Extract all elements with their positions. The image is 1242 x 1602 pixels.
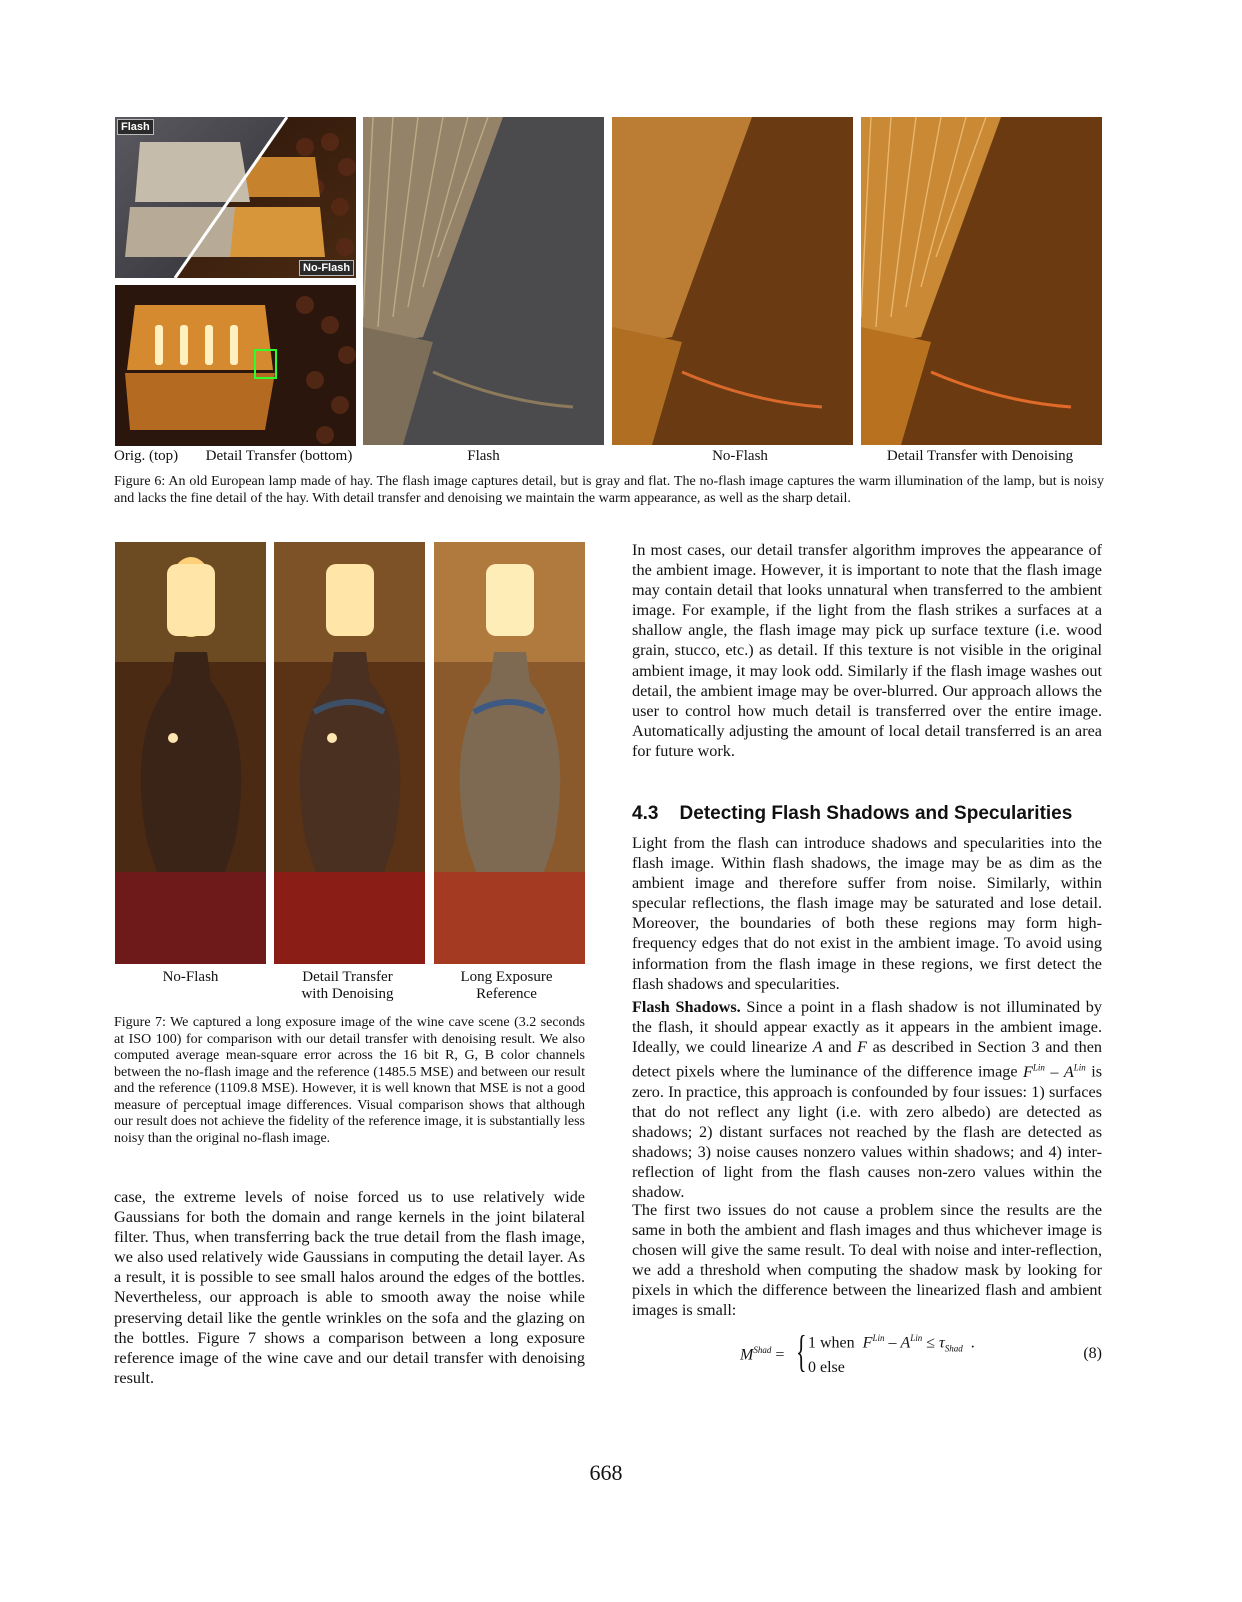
wine-cave-result-illustration — [274, 542, 425, 964]
fig7-label-detail-transfer-line1: Detail Transfer — [302, 969, 393, 985]
label-detail-transfer-denoising: Detail Transfer with Denoising — [886, 448, 1074, 464]
eq-case-2: 0 else — [808, 1359, 845, 1376]
fig6-detail-transfer-denoising-image — [861, 117, 1102, 445]
fig7-label-long-exposure-line2: Reference — [476, 986, 537, 1002]
left-paragraph-text: case, the extreme levels of noise forced us to use relatively wide Gaussians for both the domain and range kernels in the joint bilateral filter. Thus, when transferring back the true detail from the flash image, we also used relatively wide Gaussians in computing the detail layer. As a result, it is possible to see small halos around the edges of the bottles. Nevertheless, our approach is able to smooth away the noise while preserving detail like the gentle wrinkles on the sofa and the glazing on the bottles. Figure 7 shows a comparison between a long exposure reference image of the wine cave and our detail transfer with denoising result. — [114, 1188, 585, 1387]
fig7-label-no-flash: No-Flash — [162, 969, 219, 985]
eq-lhs: $M^{Shad}$ = — [740, 1345, 785, 1364]
label-no-flash: No-Flash — [712, 448, 768, 464]
p3-part-b: as described in Section 3 and then detect pixels where the luminance of the difference image — [632, 1038, 1103, 1081]
p3-var-A: A — [812, 1038, 823, 1057]
eq-brace: { — [796, 1327, 807, 1376]
wine-cave-noflash-illustration — [115, 542, 266, 964]
p3-and: and — [822, 1038, 858, 1057]
no-flash-tag: No-Flash — [299, 260, 354, 276]
right-paragraph-2-text: Light from the flash can introduce shadows and specularities into the flash image. Within flash shadows, the image may be as dim as the ambient image and therefore suffer from noise. Similarly, within specular reflections, the flash image may be saturated and lose detail. Moreover, the boundaries of both these regions may form high-frequency edges that do not exist in the ambient image. To avoid using information from the flash image in these regions, we first detect the flash shadows and specularities. — [632, 834, 1102, 993]
fig7-detail-transfer-image — [274, 542, 425, 964]
hay-lamp-split-illustration — [115, 117, 356, 278]
hay-closeup-result-illustration — [861, 117, 1102, 445]
figure7-caption: Figure 7: We captured a long exposure image of the wine cave scene (3.2 seconds at ISO 100) for comparison with our detail transfer with denoising result. We also computed average mean-square error across the 16 bit R, G, B color channels between the no-flash image and the reference (1485.5 MSE) and between our result and the reference (1109.8 MSE). However, it is well known that MSE is not a good measure of perceptual image differences. Visual comparison shows that although our result does not achieve the fidelity of the reference image, it is substantially less noisy than the original no-flash image. — [114, 1015, 585, 1146]
flash-shadows-runin: Flash Shadows. — [632, 998, 741, 1016]
fig6-no-flash-image — [612, 117, 853, 445]
right-column-paragraph-4 — [632, 1200, 1102, 1321]
left-column-paragraph — [114, 1187, 585, 1388]
right-column-paragraph-3 — [632, 997, 1102, 1202]
flash-tag: Flash — [117, 119, 154, 135]
figure6-caption: Figure 6: An old European lamp made of hay. The flash image captures detail, but is gray and flat. The no-flash image captures the warm illumination of the lamp, but is noisy and lacks the fine detail of the hay. With detail transfer and denoising we maintain the warm appearance, as well as the sharp detail. — [114, 474, 1104, 506]
page-number: 668 — [589, 1460, 623, 1485]
eq-case-1: 1 when $F^{Lin} - A^{Lin} \le \tau_{Shad}$ . — [808, 1333, 975, 1354]
inline-math-difference: $F^{Lin} - A^{Lin}$ — [1023, 1062, 1086, 1081]
right-column-paragraph-1 — [632, 540, 1102, 761]
hay-closeup-flash-illustration — [363, 117, 604, 445]
fig6-detail-transfer-image — [115, 285, 356, 446]
fig7-long-exposure-image — [434, 542, 585, 964]
equation-number: (8) — [1083, 1345, 1102, 1362]
label-flash: Flash — [467, 448, 500, 464]
wine-cave-reference-illustration — [434, 542, 585, 964]
right-column-paragraph-2 — [632, 833, 1102, 994]
section-heading — [632, 803, 1072, 825]
hay-closeup-noflash-illustration — [612, 117, 853, 445]
fig6-flash-image — [363, 117, 604, 445]
fig6-orig-image — [115, 117, 356, 278]
fig7-label-long-exposure-line1: Long Exposure — [460, 969, 553, 985]
right-paragraph-4-text: The first two issues do not cause a problem since the results are the same in both the ambient and flash images and thus whichever image is chosen will give the same result. To deal with noise and inter-reflection, we add a threshold when computing the shadow mask by looking for pixels in which the difference between the linearized flash and ambient images is small: — [632, 1201, 1102, 1320]
equation-8 — [740, 1327, 1102, 1381]
label-detail-transfer-bottom: Detail Transfer (bottom) — [205, 448, 353, 464]
p3-part-c: is zero. In practice, this approach is confounded by four issues: 1) surfaces that do not reflect any light (i.e. with zero albedo) are detected as shadows; 2) distant surfaces not reached by the flash are detected as shadows; 3) noise causes nonzero values within shadows; and 4) inter-reflection of light from the flash causes non-zero values within the shadow. — [632, 1062, 1103, 1202]
fig7-no-flash-image — [115, 542, 266, 964]
fig7-label-detail-transfer-line2: with Denoising — [301, 986, 394, 1002]
hay-lamp-warm-illustration — [115, 285, 356, 446]
p3-var-F: F — [857, 1038, 868, 1057]
section-number: 4.3 — [632, 803, 659, 824]
label-orig-top: Orig. (top) — [114, 448, 179, 464]
section-title: Detecting Flash Shadows and Specularities — [679, 803, 1073, 824]
p3-part-a: Since a point in a flash shadow is not illuminated by the flash, it should appear exactly as it appears in the ambient image. Ideally, we could linearize — [632, 998, 1102, 1057]
right-paragraph-1-text: In most cases, our detail transfer algorithm improves the appearance of the ambient image. However, it is important to note that the flash image may contain detail that looks unnatural when transferred to the ambient image. For example, if the light from the flash strikes a surfaces at a shallow angle, the flash image may pick up surface texture (i.e. wood grain, stucco, etc.) as detail. If this texture is not visible in the original ambient image, it may look odd. Similarly if the flash image washes out detail, the ambient image may be over-blurred. Our approach allows the user to control how much detail is transferred over the entire image. Automatically adjusting the amount of local detail transferred is an area for future work. — [632, 541, 1102, 760]
